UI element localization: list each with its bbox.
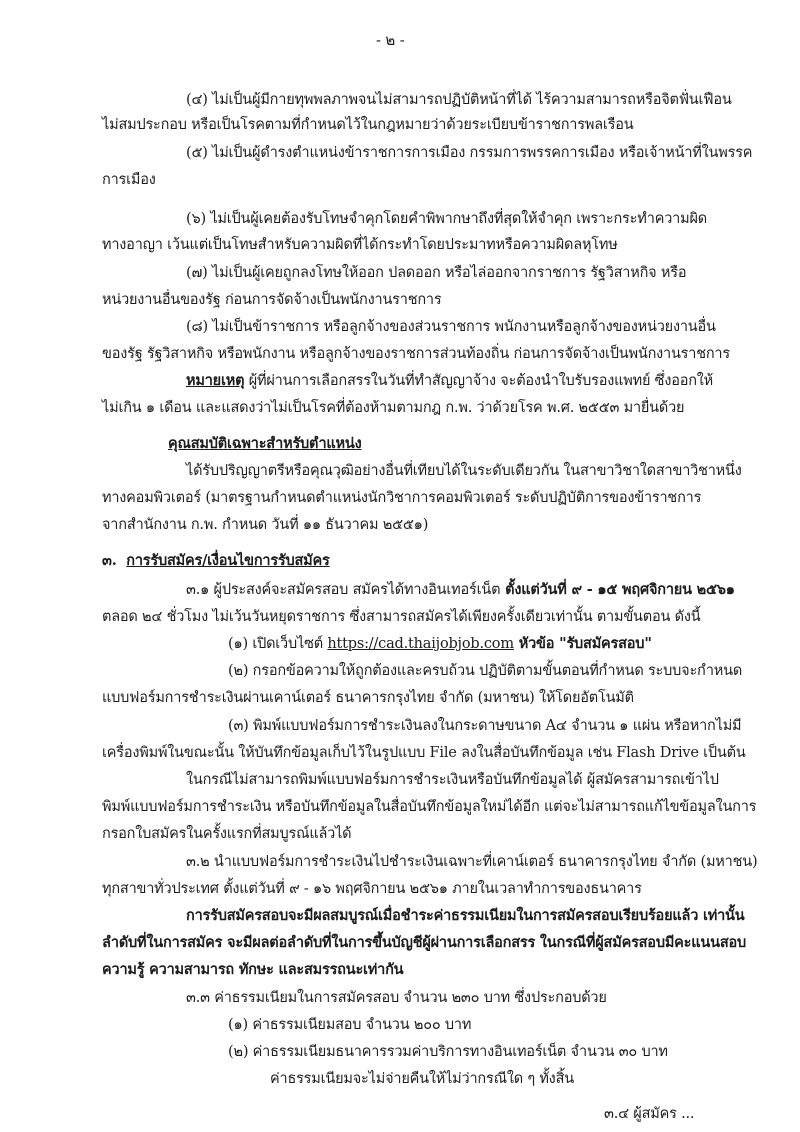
step-2-cont: แบบฟอร์มการชำระเงินผ่านเคาน์เตอร์ ธนาคารกรุงไทย จำกัด (มหาชน) ให้โดยอัตโนมัติ (102, 690, 634, 706)
note-text: ผู้ที่ผ่านการเลือกสรรในวันที่ทำสัญญาจ้าง จะต้องนำใบรับรองแพทย์ ซึ่งออกให้ (244, 373, 714, 389)
fee-refund-note: ค่าธรรมเนียมจะไม่จ่ายคืนให้ไม่ว่ากรณีใด ๆ ทั้งสิ้น (270, 1071, 574, 1087)
item-3-2-cont: ทุกสาขาทั่วประเทศ ตั้งแต่วันที่ ๙ - ๑๖ พฤศจิกายน ๒๕๖๑ ภายในเวลาทำการของธนาคาร (102, 881, 642, 897)
item-3-1 (186, 580, 735, 600)
step-3-note-cont-2: กรอกใบสมัครในครั้งแรกที่สมบูรณ์แล้วได้ (102, 826, 352, 842)
section-3-number: ๓. (102, 552, 117, 569)
application-dates: ตั้งแต่วันที่ ๙ - ๑๕ พฤศจิกายน ๒๕๖๑ (500, 581, 735, 598)
qualification-item-8: (๘) ไม่เป็นข้าราชการ หรือลูกจ้างของส่วนราชการ พนักงานหรือลูกจ้างของหน่วยงานอื่น (186, 319, 716, 335)
step-3-cont: เครื่องพิมพ์ในขณะนั้น ให้บันทึกข้อมูลเก็บไว้ในรูปแบบ File ลงในสื่อบันทึกข้อมูล เช่น Flash Drive เป็นต้น (102, 745, 746, 761)
specific-qualifications-text-2: ทางคอมพิวเตอร์ (มาตรฐานกำหนดตำแหน่งนักวิชาการคอมพิวเตอร์ ระดับปฏิบัติการของข้าราชการ (102, 490, 702, 506)
step-1-topic: หัวข้อ "รับสมัครสอบ" (513, 635, 652, 652)
section-3-heading (102, 551, 330, 571)
fee-item-2: (๒) ค่าธรรมเนียมธนาคารรวมค่าบริการทางอินเทอร์เน็ต จำนวน ๓๐ บาท (228, 1044, 668, 1060)
specific-qualifications-text-3: จากสำนักงาน ก.พ. กำหนด วันที่ ๑๑ ธันวาคม ๒๕๕๑) (102, 517, 429, 533)
completion-note-cont-2: ความรู้ ความสามารถ ทักษะ และสมรรถนะเท่ากัน (102, 961, 404, 978)
registration-website-link[interactable]: https://cad.thaijobjob.com (327, 636, 514, 652)
note-line (186, 371, 713, 391)
qualification-item-5-cont: การเมือง (102, 172, 156, 188)
page-number: - ๒ - (376, 31, 405, 49)
completion-note-cont: ลำดับที่ในการสมัคร จะมีผลต่อลำดับที่ในการขึ้นบัญชีผู้ผ่านการเลือกสรร ในกรณีที่ผู้สมัครสอบมีคะแนนสอบ (102, 934, 746, 951)
step-3: (๓) พิมพ์แบบฟอร์มการชำระเงินลงในกระดาษขนาด A๔ จำนวน ๑ แผ่น หรือหากไม่มี (228, 718, 742, 734)
step-3-note: ในกรณีไม่สามารถพิมพ์แบบฟอร์มการชำระเงินหรือบันทึกข้อมูลได้ ผู้สมัครสามารถเข้าไป (186, 772, 719, 788)
continuation-marker: ๓.๔ ผู้สมัคร ... (604, 1106, 695, 1122)
qualification-item-7-cont: หน่วยงานอื่นของรัฐ ก่อนการจัดจ้างเป็นพนักงานราชการ (102, 292, 442, 308)
step-2: (๒) กรอกข้อความให้ถูกต้องและครบถ้วน ปฏิบัติตามขั้นตอนที่กำหนด ระบบจะกำหนด (228, 663, 743, 679)
section-3-title: การรับสมัคร/เงื่อนไขการรับสมัคร (126, 552, 330, 569)
note-line-cont: ไม่เกิน ๑ เดือน และแสดงว่าไม่เป็นโรคที่ต้องห้ามตามกฎ ก.พ. ว่าด้วยโรค พ.ศ. ๒๕๕๓ มายื่นด้วย (102, 400, 685, 416)
step-1-text: (๑) เปิดเว็บไซต์ (228, 636, 328, 652)
specific-qualifications-heading: คุณสมบัติเฉพาะสำหรับตำแหน่ง (168, 435, 362, 452)
item-3-1-cont: ตลอด ๒๔ ชั่วโมง ไม่เว้นวันหยุดราชการ ซึ่งสามารถสมัครได้เพียงครั้งเดียวเท่านั้น ตามขั้นตอน ดังนี้ (102, 609, 701, 625)
qualification-item-4: (๔) ไม่เป็นผู้มีกายทุพพลภาพจนไม่สามารถปฏิบัติหน้าที่ได้ ไร้ความสามารถหรือจิตฟั่นเฟือน (186, 92, 732, 108)
qualification-item-6: (๖) ไม่เป็นผู้เคยต้องรับโทษจำคุกโดยคำพิพากษาถึงที่สุดให้จำคุก เพราะกระทำความผิด (186, 211, 707, 227)
step-3-note-cont: พิมพ์แบบฟอร์มการชำระเงิน หรือบันทึกข้อมูลในสื่อบันทึกข้อมูลใหม่ได้อีก แต่จะไม่สามารถแก้ไขข้อมูลในการ (102, 799, 757, 815)
qualification-item-4-cont: ไม่สมประกอบ หรือเป็นโรคตามที่กำหนดไว้ในกฎหมายว่าด้วยระเบียบข้าราชการพลเรือน (102, 117, 634, 133)
qualification-item-6-cont: ทางอาญา เว้นแต่เป็นโทษสำหรับความผิดที่ได้กระทำโดยประมาทหรือความผิดลหุโทษ (102, 237, 618, 253)
item-3-2: ๓.๒ นำแบบฟอร์มการชำระเงินไปชำระเงินเฉพาะที่เคาน์เตอร์ ธนาคารกรุงไทย จำกัด (มหาชน) (186, 854, 758, 870)
completion-note: การรับสมัครสอบจะมีผลสมบูรณ์เมื่อชำระค่าธรรมเนียมในการสมัครสอบเรียบร้อยแล้ว เท่านั้น (186, 907, 745, 924)
specific-qualifications-text: ได้รับปริญญาตรีหรือคุณวุฒิอย่างอื่นที่เทียบได้ในระดับเดียวกัน ในสาขาวิชาใดสาขาวิชาหนึ่ง (186, 463, 742, 479)
item-3-1-text: ๓.๑ ผู้ประสงค์จะสมัครสอบ สมัครได้ทางอินเทอร์เน็ต (186, 582, 501, 598)
fee-item-1: (๑) ค่าธรรมเนียมสอบ จำนวน ๒๐๐ บาท (228, 1017, 472, 1033)
qualification-item-7: (๗) ไม่เป็นผู้เคยถูกลงโทษให้ออก ปลดออก หรือไล่ออกจากราชการ รัฐวิสาหกิจ หรือ (186, 265, 687, 281)
step-1 (228, 634, 652, 654)
qualification-item-8-cont: ของรัฐ รัฐวิสาหกิจ หรือพนักงาน หรือลูกจ้างของราชการส่วนท้องถิ่น ก่อนการจัดจ้างเป็นพนักงานราชการ (102, 346, 730, 362)
item-3-3: ๓.๓ ค่าธรรมเนียมในการสมัครสอบ จำนวน ๒๓๐ บาท ซึ่งประกอบด้วย (186, 990, 607, 1006)
note-label: หมายเหตุ (186, 372, 245, 389)
qualification-item-5: (๕) ไม่เป็นผู้ดำรงตำแหน่งข้าราชการการเมือง กรรมการพรรคการเมือง หรือเจ้าหน้าที่ในพรรค (186, 145, 753, 161)
